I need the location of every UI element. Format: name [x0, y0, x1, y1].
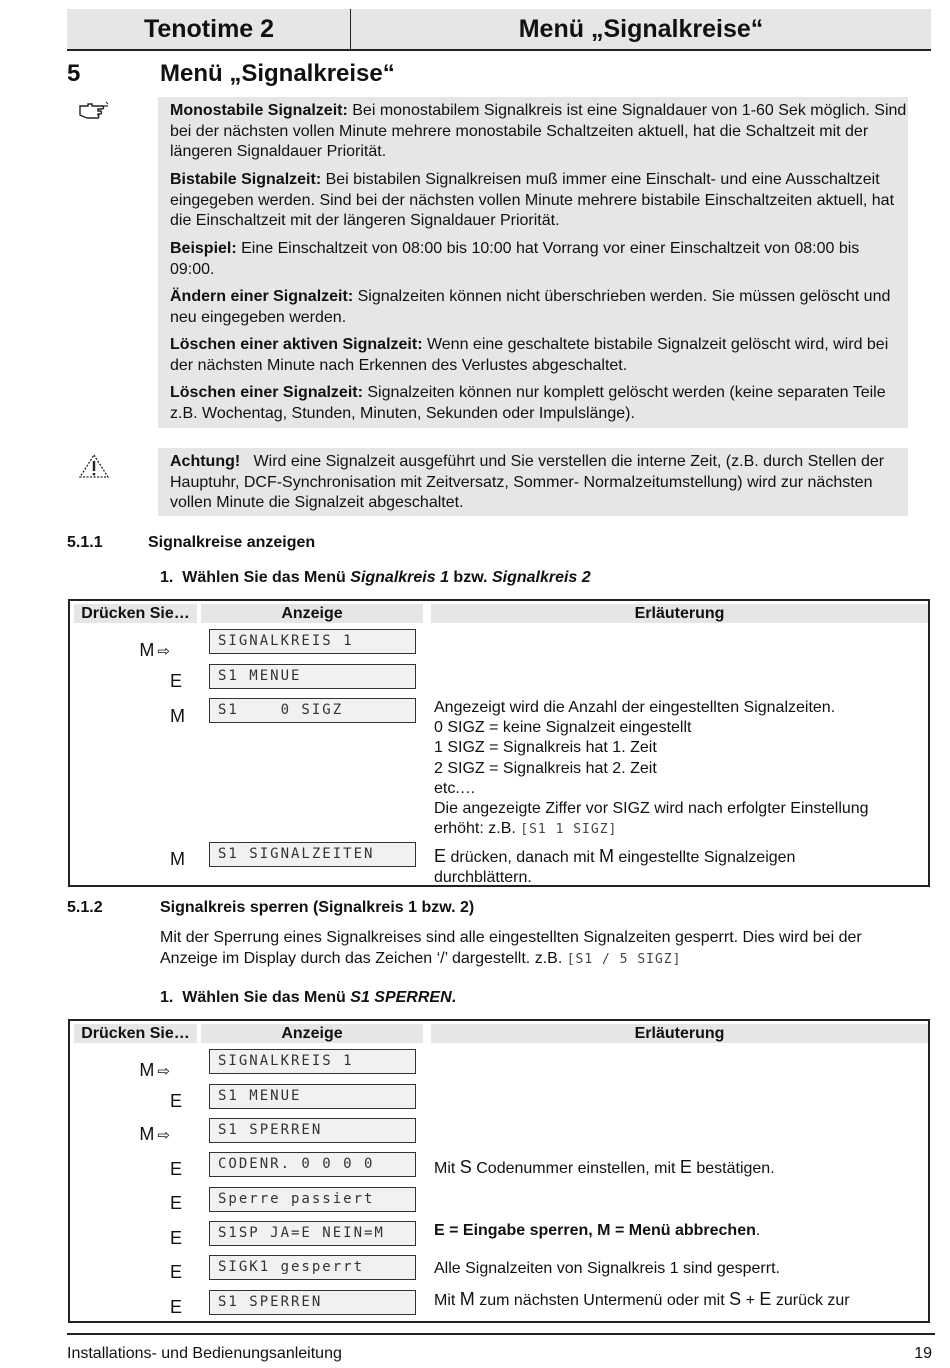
column-header-display: Anzeige	[201, 604, 423, 623]
arrow-right-icon: ⇨	[157, 1127, 170, 1144]
note-text: Signalzeiten können nur komplett gelöscht werden (keine separaten Teile z.B. Wochentag, Stunden, Minuten, Sekunden oder Impulslänge).	[170, 384, 886, 422]
key-label: M	[170, 706, 185, 726]
note-delete-active	[170, 335, 908, 376]
note-text: Wenn eine geschaltete bistabile Signalzeit gelöscht wird, wird bei der nächsten Minute nach Erkennen des Verlustes abgeschaltet.	[170, 336, 889, 374]
lcd-display: S1 MENUE	[209, 664, 416, 689]
key-label: M ⇨	[139, 1060, 170, 1080]
warning-text	[170, 452, 908, 514]
key-label: E	[169, 1091, 182, 1111]
pointing-hand-icon	[78, 100, 110, 120]
lock-description: Mit der Sperrung eines Signalkreises sind alle eingestellten Signalzeiten gesperrt. Dies wird bei der Anzeige im Display durch das Zeichen ‘/’ dargestellt. z.B. [S1 / 5 SIGZ]	[160, 929, 862, 967]
explanation-confirm: E = Eingabe sperren, M = Menü abbrechen.	[434, 1222, 761, 1239]
step-instruction: 1. Wählen Sie das Menü S1 SPERREN.	[160, 989, 457, 1006]
lcd-display: SIGNALKREIS 1	[209, 1049, 416, 1074]
page-number: 19	[914, 1345, 932, 1362]
lcd-display: S1 0 SIGZ	[209, 698, 416, 723]
lcd-display: CODENR. 0 0 0 0	[209, 1152, 416, 1177]
note-bistable	[170, 170, 908, 232]
subsection-number: 5.1.1	[67, 534, 103, 551]
note-example	[170, 239, 908, 280]
lcd-display: S1SP JA=E NEIN=M	[209, 1221, 416, 1246]
lcd-display: S1 SIGNALZEITEN	[209, 842, 416, 867]
explanation-locked: Alle Signalzeiten von Signalkreis 1 sind gesperrt.	[434, 1260, 780, 1277]
column-header-press: Drücken Sie…	[74, 1024, 197, 1043]
section-number: 5	[67, 60, 81, 87]
arrow-right-icon: ⇨	[157, 1063, 170, 1080]
header-chapter-title: Menü „Signalkreise“	[518, 14, 764, 43]
lcd-display: S1 SPERREN	[209, 1118, 416, 1143]
column-header-press: Drücken Sie…	[74, 604, 197, 623]
note-text: Signalzeiten können nicht überschrieben werden. Sie müssen gelöscht und neu eingegeben werden.	[170, 288, 891, 326]
key-label: E	[169, 1159, 182, 1179]
note-monostable	[170, 101, 908, 163]
note-label: Monostabile Signalzeit:	[170, 102, 348, 119]
column-header-explanation: Erläuterung	[431, 1024, 928, 1043]
explanation-code-entry: Mit S Codenummer einstellen, mit E bestätigen.	[434, 1157, 775, 1177]
key-label: E	[169, 1193, 182, 1213]
key-label: E	[169, 1297, 182, 1317]
signal-circuit-lock-table	[68, 1019, 930, 1323]
note-text: Eine Einschaltzeit von 08:00 bis 10:00 hat Vorrang vor einer Einschaltzeit von 08:00 bis 09:00.	[170, 240, 860, 278]
explanation-signal-count: Angezeigt wird die Anzahl der eingestellten Signalzeiten. 0 SIGZ = keine Signalzeit eingestellt 1 SIGZ = Signalkreis hat 1. Zeit 2 SIGZ = Signalkreis hat 2. Zeit etc.… Die angezeigte Ziffer vor SIGZ wird nach erfolgter Einstellung erhöht: z.B. [S1 1 SIGZ]	[434, 699, 869, 838]
key-label: E	[169, 1228, 182, 1248]
note-delete	[170, 383, 908, 424]
warning-icon	[78, 452, 110, 480]
footer-manual-title: Installations- und Bedienungsanleitung	[67, 1345, 342, 1362]
explanation-browse: E drücken, danach mit M eingestellte Signalzeigen durchblättern.	[434, 846, 796, 887]
key-label: M ⇨	[139, 1124, 170, 1144]
step-instruction: 1. Wählen Sie das Menü Signalkreis 1 bzw. Signalkreis 2	[160, 569, 591, 586]
footer-rule	[67, 1333, 935, 1335]
key-label: M ⇨	[139, 640, 170, 660]
section-title: Menü „Signalkreise“	[160, 60, 395, 87]
header-product-title: Tenotime 2	[143, 14, 275, 43]
key-label: M	[170, 849, 185, 869]
note-label: Löschen einer Signalzeit:	[170, 384, 363, 401]
note-change	[170, 287, 908, 328]
subsection-title: Signalkreise anzeigen	[148, 534, 316, 551]
column-header-display: Anzeige	[201, 1024, 423, 1043]
subsection-title: Signalkreis sperren (Signalkreis 1 bzw. 2)	[160, 899, 475, 916]
column-header-explanation: Erläuterung	[431, 604, 928, 623]
subsection-number: 5.1.2	[67, 899, 103, 916]
signal-circuit-display-table	[68, 599, 930, 887]
lcd-display: Sperre passiert	[209, 1187, 416, 1212]
note-text: Bei monostabilem Signalkreis ist eine Signaldauer von 1-60 Sek möglich. Sind bei der nächsten vollen Minute mehrere monostabile Schaltzeiten aktuell, hat die Schaltzeit mit der längeren Signaldauer Priorität.	[170, 102, 907, 160]
lcd-display: S1 MENUE	[209, 1084, 416, 1109]
warning-label: Achtung!	[170, 453, 241, 470]
key-label: E	[169, 671, 182, 691]
note-label: Löschen einer aktiven Signalzeit:	[170, 336, 423, 353]
lcd-display: S1 SPERREN	[209, 1290, 416, 1315]
note-text: Bei bistabilen Signalkreisen muß immer eine Einschalt- und eine Ausschaltzeit eingegeben werden. Sind bei der nächsten vollen Minute mehrere bistabile Einschaltzeiten aktuell, hat die Einschaltzeit mit der längeren Signaldauer Priorität.	[170, 171, 895, 229]
arrow-right-icon: ⇨	[157, 643, 170, 660]
lcd-display: SIGNALKREIS 1	[209, 629, 416, 654]
warning-body: Wird eine Signalzeit ausgeführt und Sie verstellen die interne Zeit, (z.B. durch Stellen der Hauptuhr, DCF-Synchronisation mit Zeitversatz, Sommer- Normalzeitumstellung) wird zur nächsten vollen Minute die Signalzeit abgeschaltet.	[170, 453, 885, 511]
lcd-display: SIGK1 gesperrt	[209, 1255, 416, 1280]
note-label: Ändern einer Signalzeit:	[170, 288, 354, 305]
note-label: Bistabile Signalzeit:	[170, 171, 322, 188]
explanation-next-menu: Mit M zum nächsten Untermenü oder mit S + E zurück zur	[434, 1289, 850, 1309]
key-label: E	[169, 1262, 182, 1282]
note-label: Beispiel:	[170, 240, 237, 257]
